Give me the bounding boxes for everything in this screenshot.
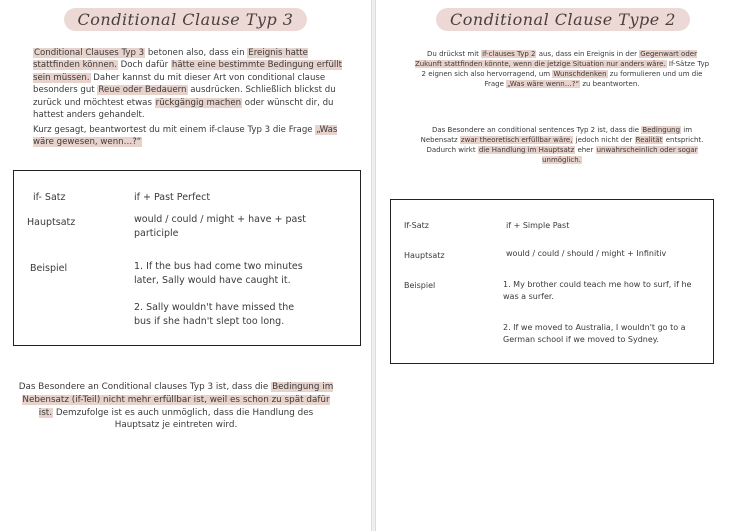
text-run: Das Besondere an Conditional clauses Typ 3 ist, dass die <box>18 382 272 392</box>
right-page-title: Conditional Clause Type 2 <box>436 8 690 31</box>
left-intro-paragraph <box>33 47 351 122</box>
highlighted-text: „Was wäre wenn…?“ <box>507 80 580 89</box>
left-if-value: if + Past Perfect <box>134 192 211 203</box>
highlighted-text: Ereignis hatte stattfinden können. <box>33 48 308 71</box>
highlighted-text: if-clauses Typ 2 <box>482 50 536 58</box>
text-run: Doch dafür <box>117 60 171 71</box>
left-page-title: Conditional Clause Typ 3 <box>64 8 308 31</box>
left-title-wrap <box>0 8 371 31</box>
highlighted-text: zwar theoretisch erfüllbar wäre, <box>460 136 573 145</box>
text-run: Kurz gesagt, beantwortest du mit einem if-clause Typ 3 die Frage <box>33 125 316 135</box>
text-run: Das Besondere an conditional sentences Typ 2 ist, dass die <box>431 126 642 134</box>
right-rule-table <box>390 199 714 364</box>
left-example-1: 1. If the bus had come two minutes later, Sally would have caught it. <box>134 261 303 286</box>
text-run: Daher kannst du mit dieser Art von conditional clause besonders gut <box>33 72 326 96</box>
right-title-wrap <box>376 8 750 31</box>
left-main-label: Hauptsatz <box>27 217 76 228</box>
right-example-1: 1. My brother could teach me how to surf, if he was a surfer. <box>503 280 692 301</box>
text-run: zu formulieren und um die Frage <box>484 70 703 89</box>
text-run: eher <box>575 146 596 155</box>
highlighted-text: Gegenwart oder Zukunft stattfinden könnte, wenn die jetzige Situation nur anders wäre. <box>414 50 697 69</box>
right-special-paragraph <box>414 125 710 166</box>
right-main-label: Hauptsatz <box>404 251 445 260</box>
highlighted-text: Realität <box>635 136 663 145</box>
highlighted-text: Bedingung im Nebensatz (if-Teil) nicht mehr erfüllbar ist, weil es schon zu spät dafür ist. <box>22 382 334 418</box>
left-example-label: Beispiel <box>30 263 68 274</box>
text-run: entspricht. Dadurch wirkt <box>426 136 704 155</box>
text-run: oder wünscht dir, du hattest anders gehandelt. <box>33 97 334 121</box>
text-run: zu beantworten. <box>580 80 640 89</box>
highlighted-text: Wunschdenken <box>553 70 607 79</box>
left-summary-paragraph <box>33 124 351 149</box>
text-run: Du drückst mit <box>427 50 482 58</box>
highlighted-text: „Was wäre gewesen, wenn…?“ <box>33 125 338 148</box>
left-rule-table <box>13 170 361 346</box>
highlighted-text: Reue oder Bedauern <box>98 85 187 96</box>
highlighted-text: Conditional Clauses Typ 3 <box>34 48 145 58</box>
highlighted-text: rückgängig machen <box>155 97 242 108</box>
right-example-label: Beispiel <box>404 281 436 290</box>
right-example-2: 2. If we moved to Australia, I wouldn't go to a German school if we moved to Sydney. <box>503 323 686 344</box>
right-intro-paragraph <box>414 49 710 90</box>
left-footer-paragraph <box>18 381 334 432</box>
left-example-2: 2. Sally wouldn't have missed the bus if she hadn't slept too long. <box>134 302 295 327</box>
text-run: aus, dass ein Ereignis in der <box>536 50 640 58</box>
text-run: betonen also, dass ein <box>145 48 248 58</box>
highlighted-text: hätte eine bestimmte Bedingung erfüllt sein müssen. <box>33 60 343 83</box>
text-run: im Nebensatz <box>420 126 693 145</box>
left-main-value: would / could / might + have + past participle <box>134 214 306 239</box>
text-run: If-Sätze Typ 2 eignen sich also hervorragend, um <box>421 60 710 79</box>
highlighted-text: Bedingung <box>642 126 681 134</box>
right-if-label: If-Satz <box>404 221 429 230</box>
text-run: jedoch nicht der <box>573 136 635 145</box>
text-run: ausdrücken. Schließlich blickst du zurück und möchtest etwas <box>33 85 336 108</box>
text-run: Demzufolge ist es auch unmöglich, dass die Handlung des Hauptsatz je eintreten wird. <box>53 407 314 431</box>
highlighted-text: die Handlung im Hauptsatz <box>478 146 575 155</box>
highlighted-text: unwahrscheinlich oder sogar unmöglich. <box>542 146 698 165</box>
right-if-value: if + Simple Past <box>506 221 570 230</box>
left-if-label: if- Satz <box>33 192 66 203</box>
right-page <box>376 0 750 531</box>
left-page <box>0 0 371 531</box>
right-main-value: would / could / should / might + Infinitiv <box>506 249 667 258</box>
